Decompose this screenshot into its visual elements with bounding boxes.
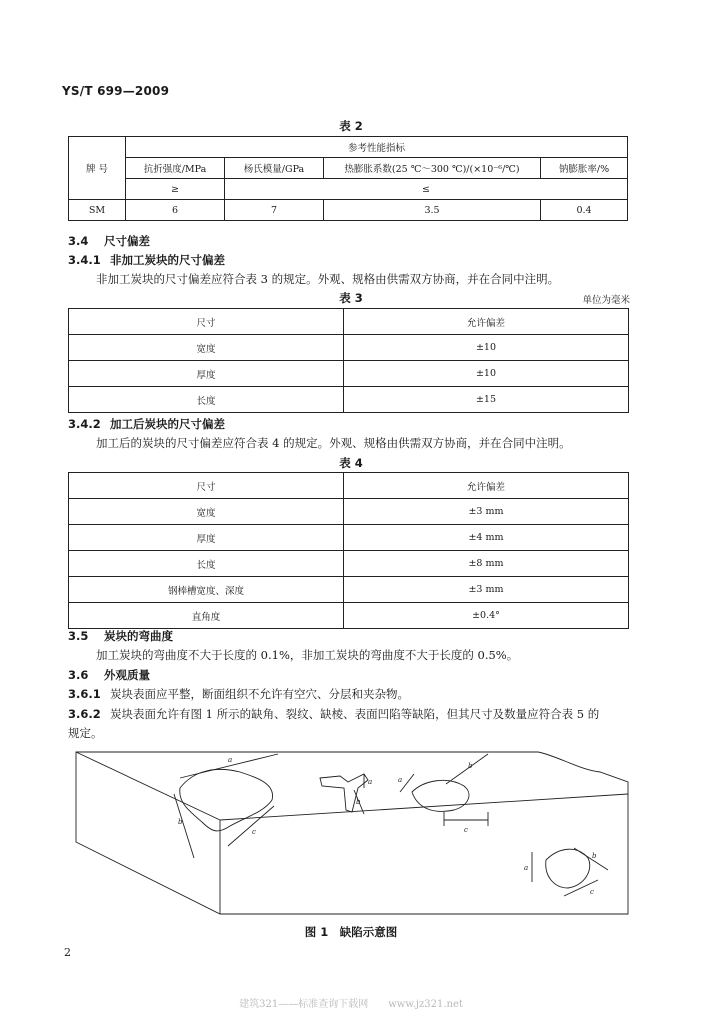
table3-unit: 单位为毫米 (582, 295, 630, 306)
table2-value-3: 3.5 (324, 200, 541, 221)
table2-brand-header: 牌 号 (69, 137, 126, 200)
table2-col-2: 杨氏模量/GPa (225, 158, 324, 179)
table-row (69, 577, 629, 603)
table2-ge: ≥ (126, 179, 225, 200)
table-row (69, 335, 629, 361)
table2-col-3: 热膨胀系数(25 ℃～300 ℃)/(×10⁻⁶/℃) (324, 158, 541, 179)
section-3-6-1-number: 3.6.1 (68, 687, 101, 701)
section-3-6-number: 3.6 (68, 668, 89, 682)
dim-line-b-pit (574, 848, 608, 870)
section-3-6-2-text-cont: 规定。 (68, 726, 103, 740)
section-3-4-2-title: 加工后炭块的尺寸偏差 (110, 417, 225, 431)
corner-chip-defect (180, 769, 273, 831)
figure1-labels (178, 756, 597, 896)
table3-header-size: 尺寸 (69, 309, 344, 335)
table3-value: ±10 (344, 335, 629, 361)
section-3-4-1-text: 非加工炭块的尺寸偏差应符合表 3 的规定。外观、规格由供需双方协商，并在合同中注明。 (96, 272, 560, 286)
table4-label: 宽度 (69, 499, 344, 525)
label-b-chip: b (178, 818, 183, 826)
figure1-caption: 图 1 缺陷示意图 (304, 925, 398, 939)
table2-col-1: 抗折强度/MPa (126, 158, 225, 179)
block-outline (76, 752, 628, 914)
table4 (68, 472, 629, 629)
table4-value: ±8 mm (344, 551, 629, 577)
block-edge-left (76, 752, 220, 914)
table2-le: ≤ (225, 179, 628, 200)
edge-notch-defect (412, 780, 469, 811)
label-a-notch: a (398, 776, 403, 784)
dim-line-b-notch (446, 754, 488, 784)
label-c-notch: c (464, 826, 468, 834)
table4-header-size: 尺寸 (69, 473, 344, 499)
table2-col-4: 钠膨胀率/% (541, 158, 628, 179)
section-3-4-1-title: 非加工炭块的尺寸偏差 (110, 253, 225, 267)
table3-value: ±15 (344, 387, 629, 413)
section-3-4-1 (68, 252, 225, 268)
standard-code: YS/T 699—2009 (62, 84, 170, 98)
section-3-6-2 (68, 706, 630, 722)
section-3-5-number: 3.5 (68, 629, 89, 643)
section-3-6-1 (68, 686, 409, 702)
section-3-4-2-text: 加工后的炭块的尺寸偏差应符合表 4 的规定。外观、规格由供需双方协商，并在合同中注明。 (96, 436, 571, 450)
table-row (69, 603, 629, 629)
label-a-crack: a (368, 778, 373, 786)
page-number: 2 (64, 946, 71, 959)
label-c-chip: c (252, 828, 256, 836)
table2-value-4: 0.4 (541, 200, 628, 221)
table4-value: ±0.4° (344, 603, 629, 629)
figure1-defect-diagram (68, 748, 634, 918)
table4-value: ±3 mm (344, 499, 629, 525)
table2-value-1: 6 (126, 200, 225, 221)
table3-label: 宽度 (69, 335, 344, 361)
table4-label: 钢棒槽宽度、深度 (69, 577, 344, 603)
section-3-4-2 (68, 416, 225, 432)
table-row (69, 387, 629, 413)
table2-brand-value: SM (69, 200, 126, 221)
section-3-4-title: 尺寸偏差 (104, 234, 150, 248)
table2-group-header: 参考性能指标 (126, 137, 628, 158)
section-3-5-title: 炭块的弯曲度 (104, 629, 173, 643)
label-a-chip: a (228, 756, 233, 764)
table3-value: ±10 (344, 361, 629, 387)
table4-caption: 表 4 (339, 456, 363, 470)
table3-label: 长度 (69, 387, 344, 413)
dim-line-c (228, 806, 274, 846)
section-3-4-1-number: 3.4.1 (68, 253, 101, 267)
section-3-4-2-number: 3.4.2 (68, 417, 101, 431)
label-b-pit: b (592, 852, 597, 860)
label-a-pit: a (524, 864, 529, 872)
section-3-6-2-text: 炭块表面允许有图 1 所示的缺角、裂纹、缺棱、表面凹陷等缺陷，但其尺寸及数量应符合表 5 的 (110, 707, 600, 721)
table4-label: 厚度 (69, 525, 344, 551)
surface-pit-defect (546, 849, 590, 888)
section-3-6-2-number: 3.6.2 (68, 707, 101, 721)
table3 (68, 308, 629, 413)
table4-label: 长度 (69, 551, 344, 577)
section-3-5-text: 加工炭块的弯曲度不大于长度的 0.1%，非加工炭块的弯曲度不大于长度的 0.5%。 (96, 648, 519, 662)
table4-header-tolerance: 允许偏差 (344, 473, 629, 499)
footer-watermark: 建筑321——标准查询下载网 www.jz321.net (239, 999, 463, 1010)
table2 (68, 136, 628, 221)
table-row (69, 551, 629, 577)
section-3-6-1-text: 炭块表面应平整，断面组织不允许有空穴、分层和夹杂物。 (110, 687, 409, 701)
table-row (69, 499, 629, 525)
section-3-4-number: 3.4 (68, 234, 89, 248)
label-b-notch: b (468, 762, 473, 770)
table3-label: 厚度 (69, 361, 344, 387)
section-3-4 (68, 233, 150, 249)
table3-header-tolerance: 允许偏差 (344, 309, 629, 335)
table4-value: ±4 mm (344, 525, 629, 551)
section-3-6 (68, 667, 150, 683)
section-3-5 (68, 628, 173, 644)
table4-label: 直角度 (69, 603, 344, 629)
label-b-crack: b (356, 798, 361, 806)
table4-value: ±3 mm (344, 577, 629, 603)
table2-caption: 表 2 (339, 119, 363, 133)
label-c-pit: c (590, 888, 594, 896)
table3-caption: 表 3 (339, 291, 363, 305)
table-row (69, 525, 629, 551)
table-row (69, 361, 629, 387)
table2-value-2: 7 (225, 200, 324, 221)
section-3-6-title: 外观质量 (104, 668, 150, 682)
